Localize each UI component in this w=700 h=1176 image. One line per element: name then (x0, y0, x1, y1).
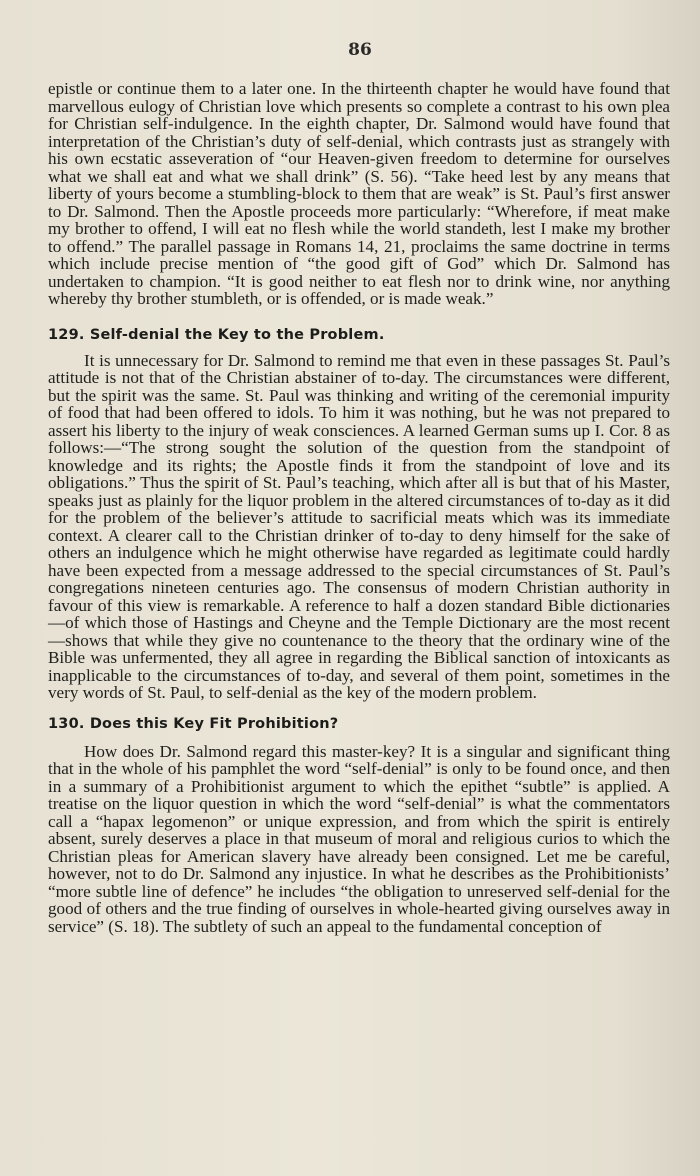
page-number: 86 (348, 40, 372, 60)
section-heading-130: 130. Does this Key Fit Prohibition? (48, 715, 339, 732)
section-heading-129: 129. Self-denial the Key to the Problem. (48, 326, 385, 343)
page-body (48, 80, 670, 935)
paragraph-section-130: How does Dr. Salmond regard this master-key? It is a singular and significant thing that in the whole of his pamphlet the word “self-denial” is only to be found once, and then in a summary of a Prohibitionist argument to which the epithet “subtle” is applied. A treatise on the liquor question in which the word “self-denial” is what the commentators call a “hapax legomenon” or unique expression, and from which the spirit is entirely absent, surely deserves a place in that museum of moral and religious curios to which the Christian pleas for American slavery have already been consigned. Let me be careful, however, not to do Dr. Salmond any injustice. In what he describes as the Prohibitionists’ “more subtle line of defence” he includes “the obligation to unreserved self-denial for the good of others and the true finding of ourselves in whole-hearted giving ourselves away in service” (S. 18). The subtlety of such an appeal to the fundamental conception of (48, 741, 670, 936)
paragraph-section-129: It is unnecessary for Dr. Salmond to remind me that even in these passages St. Paul’s attitude is not that of the Christian abstainer of to-day. The circumstances were different, but the spirit was the same. St. Paul was thinking and writing of the ceremonial impurity of food that had been offered to idols. To him it was nothing, but he was not prepared to assert his liberty to the injury of weak consciences. A learned German sums up I. Cor. 8 as follows:—“The strong sought the solution of the question from the standpoint of knowledge and its rights; the Apostle finds it from the standpoint of love and its obligations.” Thus the spirit of St. Paul’s teaching, which after all is but that of his Master, speaks just as plainly for the liquor problem in the altered circumstances of to-day as it did for the problem of the believer’s attitude to sacrificial meats which was its immediate context. A clearer call to the Christian drinker of to-day to deny himself for the sake of others an indulgence which he might otherwise have regarded as legitimate could hardly have been expected from a message addressed to the special circumstances of St. Paul’s congregations nineteen centuries ago. The consensus of modern Christian authority in favour of this view is remarkable. A reference to half a dozen standard Bible dictionaries—of which those of Hastings and Cheyne and the Temple Dictionary are the most recent—shows that while they give no countenance to the theory that the ordinary wine of the Bible was unfermented, they all agree in regarding the Biblical sanction of intoxicants as inapplicable to the circumstances of to-day, and several of them point, sometimes in the very words of St. Paul, to self-denial as the key of the modern problem. (48, 350, 670, 702)
paragraph-intro: epistle or continue them to a later one. In the thirteenth chapter he would have found that marvellous eulogy of Christian love which presents so complete a contrast to his own plea for Christian self-indulgence. In the eighth chapter, Dr. Salmond would have found that interpretation of the Christian’s duty of self-denial, which contrasts just as strangely with his own ecstatic asseveration of “our Heaven-given freedom to determine for ourselves what we shall eat and what we shall drink” (S. 56). “Take heed lest by any means that liberty of yours become a stumbling-block to them that are weak” is St. Paul’s first answer to Dr. Salmond. Then the Apostle proceeds more particularly: “Wherefore, if meat make my brother to offend, I will eat no flesh while the world standeth, lest I make my brother to offend.” The parallel passage in Romans 14, 21, proclaims the same doctrine in terms which include precise mention of “the good gift of God” which Dr. Salmond has undertaken to champion. “It is good neither to eat flesh nor to drink wine, nor anything whereby thy brother stumbleth, or is offended, or is made weak.” (48, 79, 670, 308)
